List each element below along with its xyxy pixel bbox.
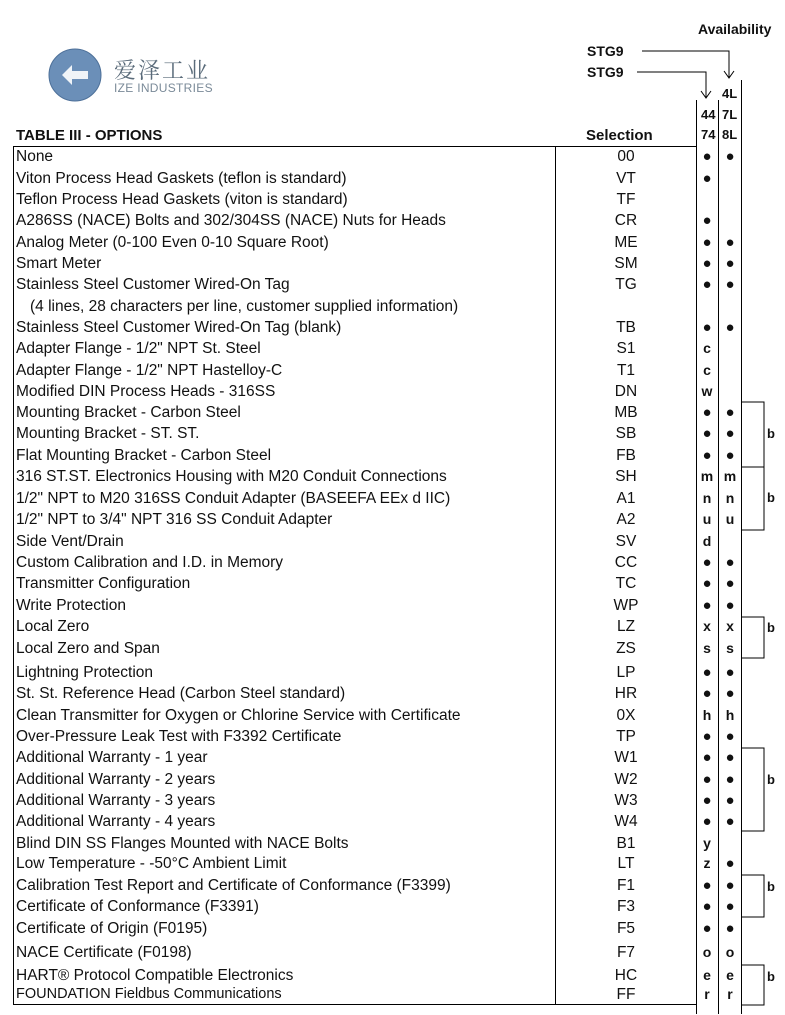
availability-col2-mark: ● [725, 813, 735, 830]
availability-col2-mark: ● [725, 447, 735, 464]
option-selection-code: A1 [616, 490, 636, 507]
option-description: St. St. Reference Head (Carbon Steel standard) [16, 685, 346, 702]
option-description: Adapter Flange - 1/2" NPT Hastelloy-C [16, 362, 283, 379]
col2-header-top: 4L [722, 86, 738, 101]
option-description: Local Zero [16, 618, 90, 635]
availability-col2-mark: ● [725, 771, 735, 788]
option-description: Additional Warranty - 4 years [16, 813, 216, 830]
option-description: Teflon Process Head Gaskets (viton is standard) [16, 191, 348, 208]
availability-col1-mark: z [703, 855, 711, 871]
table-bottom-rule [13, 1004, 696, 1005]
option-selection-code: T1 [616, 362, 636, 379]
availability-col1-mark: ● [702, 813, 712, 830]
availability-col2-mark: ● [725, 575, 735, 592]
option-selection-code: B1 [616, 835, 636, 852]
logo-chinese-text: 爱泽工业 [114, 59, 211, 84]
option-description: Stainless Steel Customer Wired-On Tag (blank) [16, 319, 342, 336]
option-description: Blind DIN SS Flanges Mounted with NACE Bolts [16, 835, 349, 852]
availability-col2-mark: ● [725, 855, 735, 872]
availability-col2-mark: ● [725, 425, 735, 442]
logo-english-text: IZE INDUSTRIES [114, 81, 213, 95]
availability-col2-mark: ● [725, 728, 735, 745]
availability-col1-mark: ● [702, 685, 712, 702]
availability-col1-mark: ● [702, 664, 712, 681]
availability-col1-mark: s [703, 640, 711, 656]
availability-col2-mark: ● [725, 664, 735, 681]
col1-header-bottom: 74 [701, 127, 716, 142]
availability-col2-mark: ● [725, 255, 735, 272]
availability-col1-mark: ● [702, 771, 712, 788]
availability-col1-mark: m [700, 468, 714, 484]
table-title: TABLE III - OPTIONS [16, 127, 163, 144]
option-selection-code: W2 [614, 771, 638, 788]
option-description: Smart Meter [16, 255, 102, 272]
bracket-label: b [767, 426, 775, 441]
option-description: Certificate of Origin (F0195) [16, 920, 208, 937]
option-selection-code: CR [614, 212, 638, 229]
availability-col2-mark: e [726, 967, 734, 983]
option-selection-code: ZS [616, 640, 636, 657]
bracket-label: b [767, 620, 775, 635]
availability-col2-mark: ● [725, 877, 735, 894]
option-description: Write Protection [16, 597, 126, 614]
option-description: 1/2" NPT to 3/4" NPT 316 SS Conduit Adapter [16, 511, 333, 528]
option-description: Flat Mounting Bracket - Carbon Steel [16, 447, 272, 464]
availability-col2-mark: ● [725, 898, 735, 915]
availability-col2-mark: ● [725, 597, 735, 614]
option-description: Additional Warranty - 2 years [16, 771, 216, 788]
selection-divider [555, 146, 556, 1004]
availability-col1-mark: h [702, 707, 712, 723]
stg-label-1: STG9 [587, 43, 624, 59]
option-selection-code: LT [617, 855, 635, 872]
bracket-label: b [767, 969, 775, 984]
col1-left-rule [696, 100, 697, 1014]
availability-col1-mark: x [703, 618, 711, 634]
option-selection-code: 0X [616, 707, 636, 724]
table-left-rule [13, 146, 14, 1004]
option-selection-code: FB [616, 447, 636, 464]
availability-col1-mark: ● [702, 749, 712, 766]
availability-col1-mark: ● [702, 255, 712, 272]
col2-header-bottom: 8L [722, 127, 738, 142]
option-description: FOUNDATION Fieldbus Communications [16, 986, 282, 1002]
bracket-group [742, 0, 785, 1015]
option-selection-code: TP [616, 728, 636, 745]
availability-col1-mark: ● [702, 447, 712, 464]
option-description: Stainless Steel Customer Wired-On Tag [16, 276, 290, 293]
availability-col2-mark: m [723, 468, 737, 484]
availability-col1-mark: c [703, 362, 711, 378]
availability-col1-mark: ● [702, 920, 712, 937]
availability-col2-mark: h [725, 707, 735, 723]
option-selection-code: LP [616, 664, 636, 681]
option-description: Local Zero and Span [16, 640, 160, 657]
availability-col2-mark: ● [725, 920, 735, 937]
option-selection-code: VT [616, 170, 636, 187]
availability-col2-mark: x [726, 618, 734, 634]
header-arrows [0, 0, 785, 120]
option-description: Transmitter Configuration [16, 575, 191, 592]
option-description: Low Temperature - -50°C Ambient Limit [16, 855, 287, 872]
availability-col1-mark: ● [702, 276, 712, 293]
availability-col2-mark: ● [725, 792, 735, 809]
option-selection-code: LZ [616, 618, 636, 635]
availability-col2-mark: ● [725, 319, 735, 336]
option-selection-code: HR [614, 685, 638, 702]
option-selection-code: A2 [616, 511, 636, 528]
availability-heading: Availability [698, 21, 772, 37]
availability-col1-mark: r [704, 986, 710, 1002]
option-description: Over-Pressure Leak Test with F3392 Certificate [16, 728, 342, 745]
availability-col1-mark: ● [702, 148, 712, 165]
option-selection-code: TC [615, 575, 637, 592]
availability-col1-mark: ● [702, 792, 712, 809]
option-description: Calibration Test Report and Certificate of Conformance (F3399) [16, 877, 451, 894]
option-description: Analog Meter (0-100 Even 0-10 Square Root) [16, 234, 329, 251]
availability-col1-mark: e [703, 967, 711, 983]
option-description: Certificate of Conformance (F3391) [16, 898, 259, 915]
option-selection-code: HC [614, 967, 638, 984]
availability-col2-mark: ● [725, 404, 735, 421]
bracket-label: b [767, 490, 775, 505]
availability-col1-mark: ● [702, 319, 712, 336]
availability-col1-mark: d [702, 533, 712, 549]
option-selection-code: F1 [616, 877, 636, 894]
availability-col1-mark: c [703, 340, 711, 356]
table-top-rule [13, 146, 696, 147]
availability-col2-mark: s [726, 640, 734, 656]
availability-col1-mark: ● [702, 404, 712, 421]
option-description: 316 ST.ST. Electronics Housing with M20 Conduit Connections [16, 468, 447, 485]
availability-col1-mark: o [702, 944, 712, 960]
availability-col1-mark: w [701, 383, 713, 399]
option-description: Mounting Bracket - ST. ST. [16, 425, 200, 442]
availability-col1-mark: ● [702, 234, 712, 251]
option-selection-code: W1 [614, 749, 638, 766]
option-selection-code: WP [613, 597, 639, 614]
option-description: Additional Warranty - 3 years [16, 792, 216, 809]
availability-col2-mark: ● [725, 234, 735, 251]
option-description: Additional Warranty - 1 year [16, 749, 208, 766]
option-description: None [16, 148, 54, 165]
option-description: Mounting Bracket - Carbon Steel [16, 404, 241, 421]
availability-col2-mark: ● [725, 276, 735, 293]
option-selection-code: DN [614, 383, 638, 400]
availability-col2-mark: o [725, 944, 735, 960]
selection-heading: Selection [586, 127, 653, 144]
availability-col1-mark: ● [702, 554, 712, 571]
availability-col1-mark: u [702, 511, 712, 527]
availability-col2-mark: ● [725, 749, 735, 766]
availability-col1-mark: ● [702, 597, 712, 614]
availability-col2-mark: ● [725, 685, 735, 702]
option-selection-code: TG [615, 276, 637, 293]
availability-col2-mark: ● [725, 554, 735, 571]
option-selection-code: TF [616, 191, 636, 208]
option-description: Lightning Protection [16, 664, 154, 681]
availability-col1-mark: ● [702, 728, 712, 745]
option-description: Clean Transmitter for Oxygen or Chlorine Service with Certificate [16, 707, 461, 724]
availability-col1-mark: y [703, 835, 711, 851]
option-description: (4 lines, 28 characters per line, customer supplied information) [30, 298, 459, 315]
col1-header-top: 44 [701, 107, 716, 122]
availability-col2-mark: r [727, 986, 733, 1002]
availability-col1-mark: n [702, 490, 712, 506]
option-description: Side Vent/Drain [16, 533, 124, 550]
option-description: A286SS (NACE) Bolts and 302/304SS (NACE) Nuts for Heads [16, 212, 446, 229]
availability-col2-mark: ● [725, 148, 735, 165]
availability-col1-mark: ● [702, 425, 712, 442]
availability-col1-mark: ● [702, 170, 712, 187]
bracket-label: b [767, 879, 775, 894]
option-description: Viton Process Head Gaskets (teflon is standard) [16, 170, 347, 187]
option-selection-code: S1 [616, 340, 636, 357]
option-selection-code: F3 [616, 898, 636, 915]
availability-col1-mark: ● [702, 575, 712, 592]
availability-col1-mark: ● [702, 212, 712, 229]
option-selection-code: MB [614, 404, 638, 421]
option-selection-code: SH [615, 468, 637, 485]
option-description: HART® Protocol Compatible Electronics [16, 967, 294, 984]
option-description: NACE Certificate (F0198) [16, 944, 192, 961]
bracket-label: b [767, 772, 775, 787]
option-description: Custom Calibration and I.D. in Memory [16, 554, 284, 571]
option-selection-code: CC [614, 554, 638, 571]
option-selection-code: 00 [617, 148, 635, 165]
availability-col1-mark: ● [702, 898, 712, 915]
option-selection-code: FF [616, 986, 636, 1003]
stg-label-2: STG9 [587, 64, 624, 80]
option-description: Modified DIN Process Heads - 316SS [16, 383, 276, 400]
option-selection-code: SM [614, 255, 638, 272]
option-selection-code: ME [614, 234, 638, 251]
option-selection-code: F7 [616, 944, 636, 961]
col2-header-middle: 7L [722, 107, 738, 122]
option-selection-code: SB [615, 425, 637, 442]
option-selection-code: W3 [614, 792, 638, 809]
option-selection-code: SV [615, 533, 637, 550]
option-selection-code: F5 [616, 920, 636, 937]
col1-right-rule [718, 100, 719, 1014]
availability-col2-mark: u [725, 511, 735, 527]
availability-col1-mark: ● [702, 877, 712, 894]
availability-col2-mark: n [725, 490, 735, 506]
option-description: Adapter Flange - 1/2" NPT St. Steel [16, 340, 261, 357]
option-description: 1/2" NPT to M20 316SS Conduit Adapter (BASEEFA EEx d IIC) [16, 490, 451, 507]
option-selection-code: W4 [614, 813, 638, 830]
option-selection-code: TB [616, 319, 636, 336]
